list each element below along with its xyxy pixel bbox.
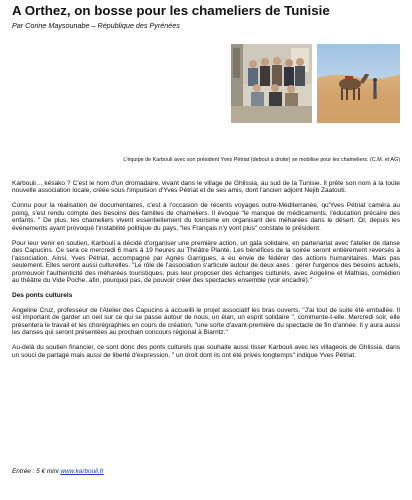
article-byline: Par Corine Maysounabe – République des Pyrénées: [12, 21, 180, 30]
article-paragraph-4: Angeline Cruz, professeur de l'Atelier des Capucins a accueilli le projet associatif les bras ouverts. "J'ai tout de suite été emballée. Il est important de garder un oeil sur ce qui se passe autour de nous, un élan, un esprit solidaire ", commente-t-elle. Mercredi soir, elle présentera le travail et les chorégraphies en cours de création, "une sorte d'avant-première du spectacle de fin d'année. Il y aura aussi les danses qui seront présentées au prochain concours régional à Biarritz.": [12, 306, 400, 337]
article-paragraph-1: Karbouli… késako ? C'est le nom d'un dromadaire, vivant dans le village de Ghlissia, au sud de la Tunisie. Il prête son nom à la toute nouvelle association locale, créée sous l'impulsion d'Yves Pétriat et de ses amis, dont l'ancien adjoint Nejib Zaatouti.: [12, 180, 400, 195]
section-heading: Des ponts culturels: [12, 291, 73, 299]
team-photo: [231, 44, 312, 123]
camel-photo-image: [317, 44, 400, 123]
entry-price: Entrée : 5 € mini: [12, 468, 59, 475]
article-title: A Orthez, on bosse pour les chameliers de Tunisie: [12, 3, 330, 18]
camel-photo: [317, 44, 400, 123]
team-photo-image: [231, 44, 312, 123]
karbouli-website-link[interactable]: www.karbouli.fr: [60, 468, 104, 475]
article-paragraph-5: Au-delà du soutien financier, ce sont donc des ponts culturels que souhaite aussi tisser Karbouli avec les villageois de Ghlissia, dans un souci de partage mais aussi de liberté d'expression, " un droit dont ils ont été privés longtemps" indique Yves Pétriat.: [12, 344, 400, 359]
article-paragraph-3: Pour leur venir en soutien, Karbouli a décidé d'organiser une première action, un gala solidaire, en partenariat avec l'atelier de danse des Capucins. Ce sera ce mercredi 6 mars à 19 heures au Théâtre Planté. Les bénéfices de la soirée seront entièrement reversés à l'association. Ainsi, Yves Pétriat, accompagné par Agnès Garrigues, a eu envie de fédérer des actions humanitaires. Mais pas seulement. Elles seront aussi culturelles. "Le rôle de l'association s'articule autour de deux axes : gérer l'urgence des besoins actuels, promouvoir l'authenticité des méharées touristiques, puis leur proposer des échanges culturels, avec Angeline et Mathias, comédien au théâtre du Vide Poche, afin, pourquoi pas, de pouvoir créer des spectacles ensemble (voir encadré).": [12, 239, 400, 284]
article-body: [12, 180, 400, 367]
article-paragraph-2: Connu pour la réalisation de documentaires, c'est à l'occasion de récents voyages outre-Méditerranée, qu'Yves Pétriat caméra au poing, s'est rendu compte des besoins des familles de chameliers. Il évoque "le manque de médicaments, l'éducation précaire des enfants. " De plus, les chameliers vivent essentiellement du tourisme en organisant des méharées dans le désert. Or, depuis les événements ayant provoqué l'instabilité politique du pays, "les Français n'y vont plus" constate le président.: [12, 202, 400, 232]
photo-caption: L'équipe de Karbouli avec son président Yves Pétriat (debout à droite) se mobilise pour les chameliers. (C.M. et AG): [123, 157, 400, 163]
article-footer: [12, 468, 104, 476]
